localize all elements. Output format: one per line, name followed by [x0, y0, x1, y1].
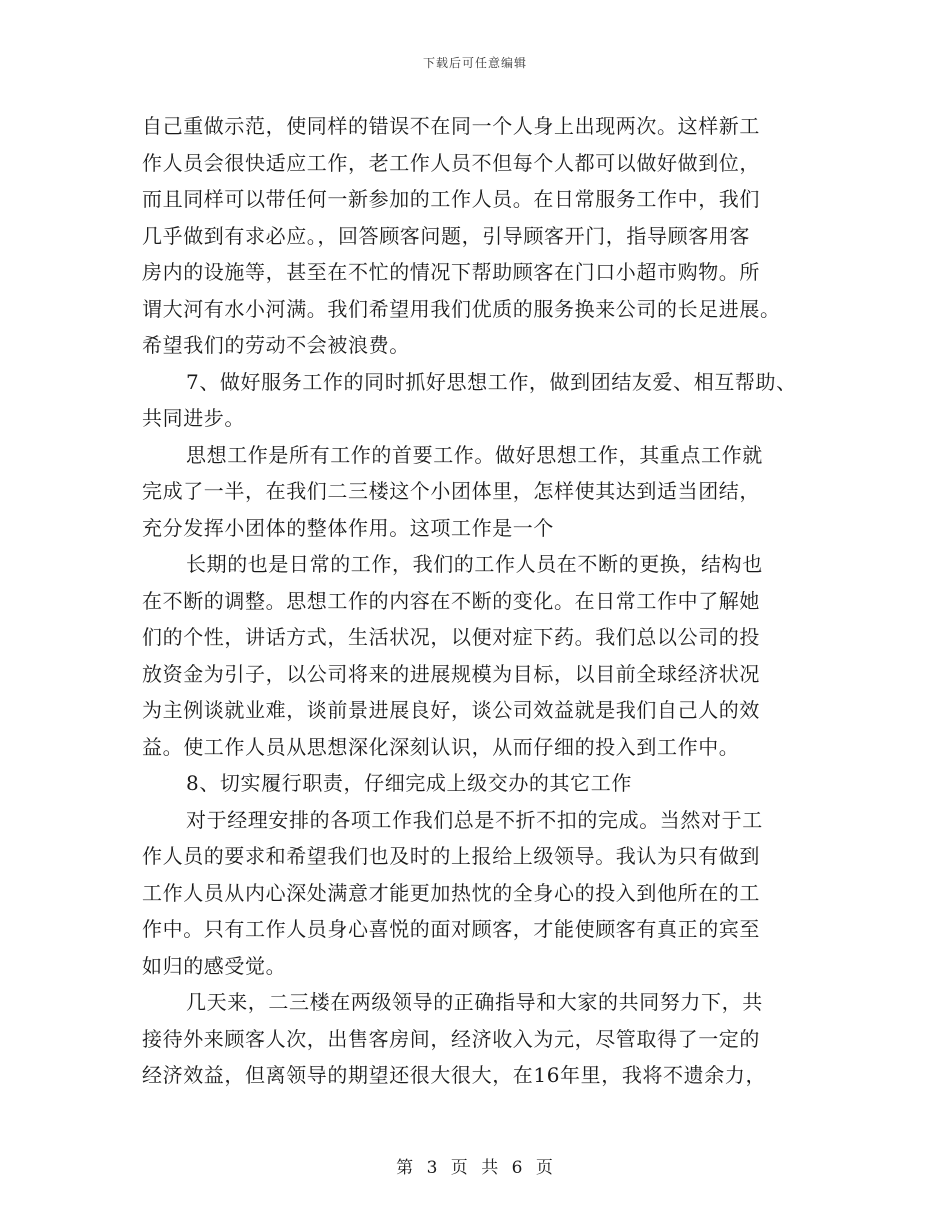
text-line: 作中。只有工作人员身心喜悦的面对顾客，才能使顾客有真正的宾至	[142, 917, 760, 941]
paragraph-start: 长期的也是日常的工作，我们的工作人员在不断的更换，结构也	[186, 552, 763, 576]
text-line: 完成了一半，在我们二三楼这个小团体里，怎样使其达到适当团结，	[142, 479, 760, 503]
text-line: 而且同样可以带任何一新参加的工作人员。在日常服务工作中，我们	[142, 187, 760, 211]
text-line: 益。使工作人员从思想深化深刻认识，从而仔细的投入到工作中。	[142, 734, 740, 759]
text-line: 经济效益，但离领导的期望还很大很大，在16年里，我将不遗余力，	[142, 1063, 767, 1087]
text-line: 共同进步。	[142, 406, 245, 430]
text-line: 几乎做到有求必应。，回答顾客问题，引导顾客开门，指导顾客用客	[142, 223, 750, 248]
text-line: 作人员会很快适应工作，老工作人员不但每个人都可以做好做到位，	[142, 150, 760, 175]
section-heading-8: 8、切实履行职责，仔细完成上级交办的其它工作	[186, 771, 632, 795]
paragraph-start: 思想工作是所有工作的首要工作。做好思想工作，其重点工作就	[186, 442, 763, 467]
text-line: 希望我们的劳动不会被浪费。	[142, 333, 410, 357]
text-line: 房内的设施等，甚至在不忙的情况下帮助顾客在门口小超市购物。所	[142, 260, 760, 284]
text-line: 们的个性，讲话方式，生活状况，以便对症下药。我们总以公司的投	[142, 625, 760, 649]
paragraph-start: 几天来，二三楼在两级领导的正确指导和大家的共同努力下，共	[186, 990, 763, 1014]
text-line: 作人员的要求和希望我们也及时的上报给上级领导。我认为只有做到	[142, 844, 760, 868]
section-heading-7: 7、做好服务工作的同时抓好思想工作，做到团结友爱、相互帮助、	[186, 369, 797, 394]
text-line: 放资金为引子，以公司将来的进展规模为目标，以目前全球经济状况	[142, 661, 760, 686]
page-header: 下载后可任意编辑	[422, 56, 527, 70]
text-line: 自己重做示范，使同样的错误不在同一个人身上出现两次。这样新工	[142, 114, 760, 138]
text-line: 为主例谈就业难，谈前景进展良好，谈公司效益就是我们自己人的效	[142, 698, 760, 722]
text-line: 充分发挥小团体的整体作用。这项工作是一个	[142, 515, 554, 540]
text-line: 如归的感受觉。	[142, 953, 287, 978]
page-number-footer: 第 3 页 共 6 页	[396, 1158, 554, 1178]
document-body	[142, 108, 822, 1094]
paragraph-start: 对于经理安排的各项工作我们总是不折不扣的完成。当然对于工	[186, 807, 763, 832]
text-line: 在不断的调整。思想工作的内容在不断的变化。在日常工作中了解她	[142, 588, 760, 613]
text-line: 工作人员从内心深处满意才能更加热忱的全身心的投入到他所在的工	[142, 880, 760, 905]
text-line: 接待外来顾客人次，出售客房间，经济收入为元，尽管取得了一定的	[142, 1026, 760, 1051]
text-line: 谓大河有水小河满。我们希望用我们优质的服务换来公司的长足进展。	[142, 296, 781, 321]
